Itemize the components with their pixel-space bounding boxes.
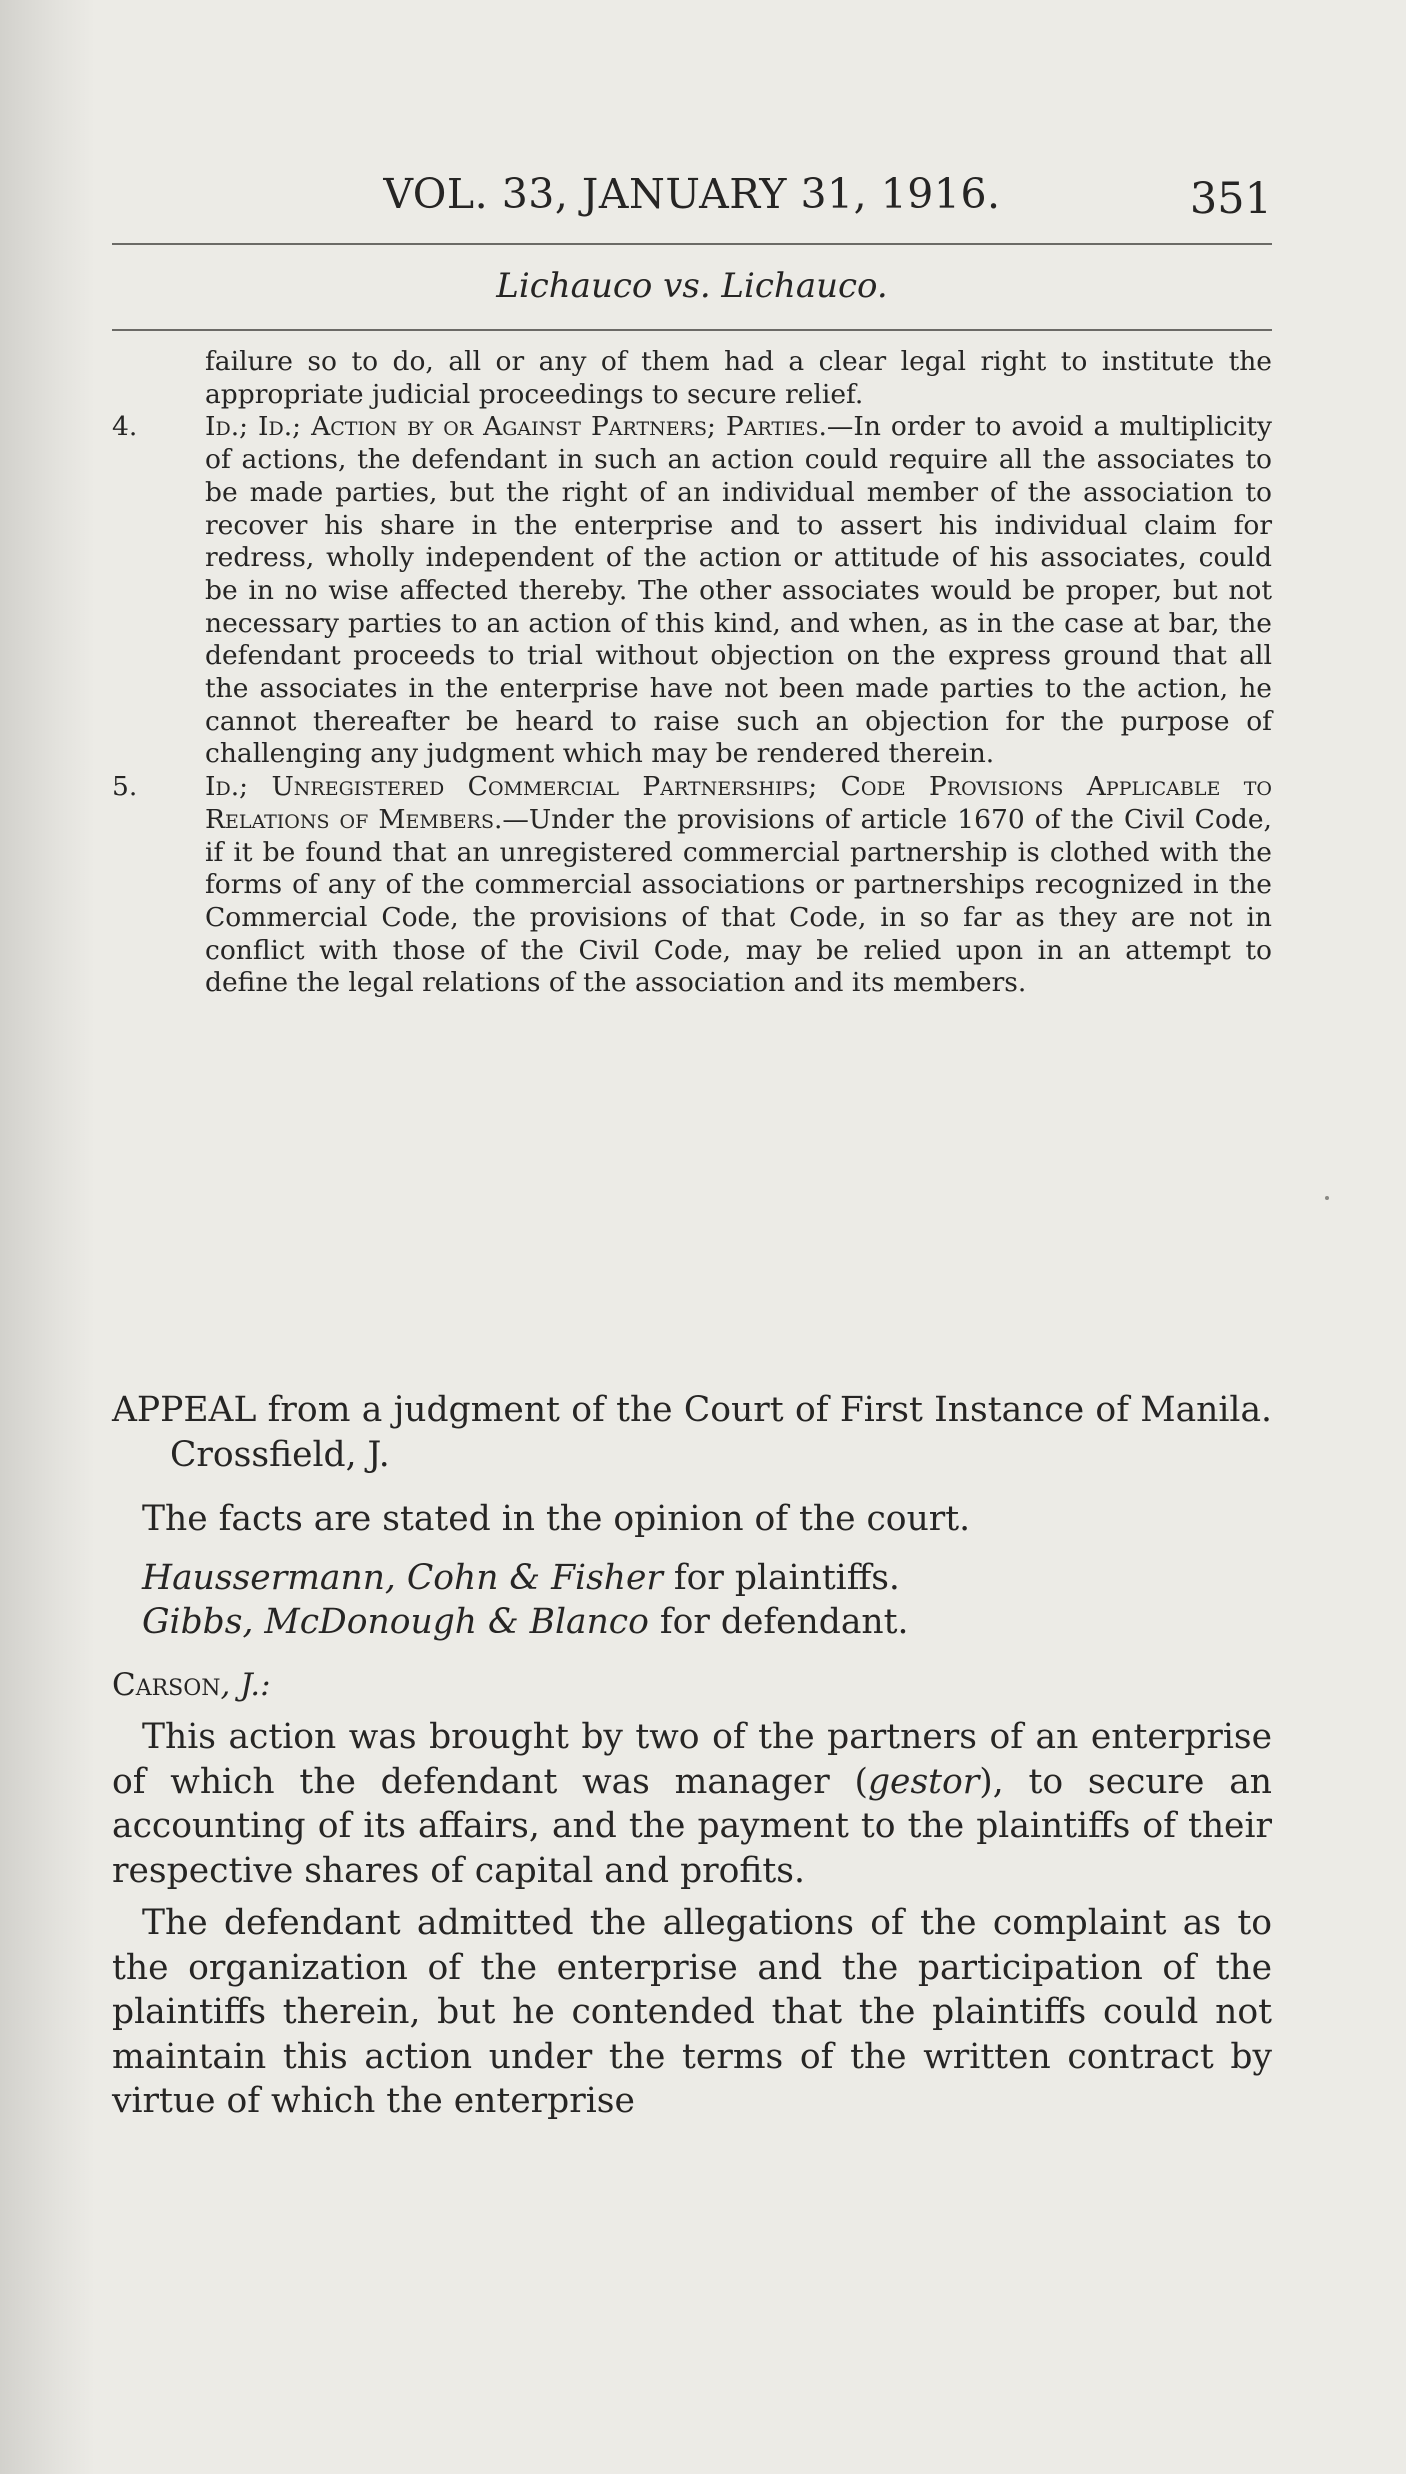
paragraph-text: ), to secure an accounting of its affairs, and the payment to the plaintiffs of their respective shares of capital and profits.	[112, 1761, 1272, 1891]
page-number: 351	[1189, 174, 1272, 224]
scan-speck	[1325, 1196, 1329, 1200]
header-rule	[112, 243, 1272, 245]
opinion-paragraph: The defendant admitted the allegations of the complaint as to the organization of the enterprise and the participation of the plaintiffs therein, but he contended that the plaintiffs could not maintain this action under the terms of the written contract by virtue of which the enterprise	[112, 1903, 1272, 2121]
syllabus-item-heading: Id.; Id.; Action by or Against Partners; Parties.	[205, 411, 827, 443]
syllabus-item-number: 4.	[112, 411, 138, 443]
counsel-line	[112, 1556, 1272, 1601]
counsel-names: Haussermann, Cohn & Fisher	[142, 1557, 663, 1598]
judge-title: , J.:	[220, 1666, 271, 1703]
syllabus-item-text: —Under the provisions of article 1670 of the Civil Code, if it be found that an unregistered commercial partnership is clothed with the forms of any of the commercial associations or partnerships recognized in the Commercial Code, the provisions of that Code, in so far as they are not in conflict with those of the Civil Code, may be relied upon in an attempt to define the legal relations of the association and its members.	[205, 803, 1272, 999]
paragraph-text: This action was brought by two of the partners of an enterprise of which the defendant was manager (	[112, 1717, 1272, 1802]
syllabus-item-heading: Id.; Unregistered Commercial Partnerships; Code Provisions Applicable to Relations of Members.	[205, 771, 1272, 835]
appeal-line: APPEAL from a judgment of the Court of First Instance of Manila. Crossfield, J.	[112, 1390, 1272, 1475]
running-title: VOL. 33, JANUARY 31, 1916.	[383, 170, 1001, 218]
counsel-line	[112, 1600, 1272, 1645]
counsel-role: for plaintiffs.	[673, 1557, 900, 1598]
syllabus-item-text: —In order to avoid a multiplicity of actions, the defendant in such an action could require all the associates to be made parties, but the right of an individual member of the association to recover his share in the enterprise and to assert his individual claim for redress, wholly independent of the action or attitude of his associates, could be in no wise affected thereby. The other associates would be proper, but not necessary parties to an action of this kind, and when, as in the case at bar, the defendant proceeds to trial without objection on the express ground that all the associates in the enterprise have not been made parties to the action, he cannot thereafter be heard to raise such an objection for the purpose of challenging any judgment which may be rendered therein.	[205, 411, 1272, 770]
syllabus	[112, 346, 1272, 1000]
case-title-rule	[112, 329, 1272, 331]
page-header	[112, 170, 1272, 240]
opinion-paragraph	[112, 1715, 1272, 1893]
judge-name: Carson	[112, 1666, 221, 1703]
counsel-names: Gibbs, McDonough & Blanco	[142, 1602, 649, 1642]
case-title: Lichauco vs. Lichauco.	[496, 266, 888, 306]
judge-line	[112, 1663, 1272, 1708]
syllabus-item-number: 5.	[112, 771, 138, 803]
facts-statement: The facts are stated in the opinion of the court.	[142, 1499, 971, 1539]
latin-term: gestor	[867, 1761, 980, 1802]
syllabus-continuation: failure so to do, all or any of them had a clear legal right to institute the appropriate judicial proceedings to secure relief.	[205, 346, 1272, 410]
syllabus-item	[112, 771, 1272, 1000]
opinion-text	[112, 1388, 1272, 2124]
counsel-role: for defendant.	[659, 1602, 909, 1642]
syllabus-item	[112, 411, 1272, 771]
